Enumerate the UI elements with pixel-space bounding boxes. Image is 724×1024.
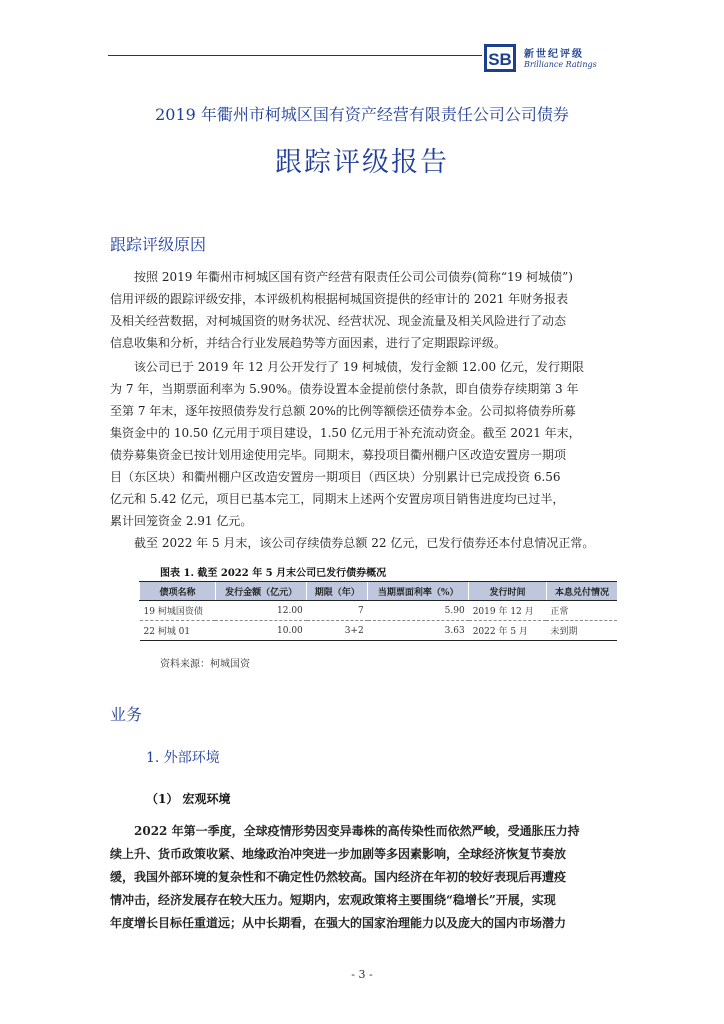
table-header-row (140, 582, 618, 601)
table-source-note: 资料来源：柯城国资 (160, 659, 250, 670)
paragraph-line: 及相关经营数据，对柯城国资的财务状况、经营状况、现金流量及相关风险进行了动态 (110, 314, 567, 328)
column-header: 期限（年） (307, 582, 368, 601)
column-header: 本息兑付情况 (546, 582, 617, 601)
table-caption: 图表 1. 截至 2022 年 5 月末公司已发行债券概况 (160, 568, 387, 579)
sb-logo-icon (484, 44, 516, 72)
table-cell: 12.00 (215, 601, 306, 621)
paragraph-line: 债券募集资金已按计划用途使用完毕。同期末，募投项目衢州棚户区改造安置房一期项 (110, 448, 567, 462)
column-header: 当期票面利率（%） (368, 582, 469, 601)
section-heading-tracking-reason: 跟踪评级原因 (110, 235, 207, 254)
section-heading-business: 业务 (110, 705, 143, 724)
table-cell: 22 柯城 01 (140, 621, 216, 641)
table-row (140, 601, 618, 621)
paragraph-line: 目（东区块）和衢州棚户区改造安置房一期项目（西区块）分别累计已完成投资 6.56 (110, 470, 561, 484)
paragraph-line: 信息收集和分析，并结合行业发展趋势等方面因素，进行了定期跟踪评级。 (110, 336, 507, 350)
table-cell: 3.63 (368, 621, 469, 641)
table-cell: 正常 (546, 601, 617, 621)
page-number: - 3 - (351, 968, 373, 981)
header-rule (108, 55, 482, 56)
document-subtitle: 跟踪评级报告 (275, 147, 449, 178)
table-cell: 19 柯城国资债 (140, 601, 216, 621)
sub-heading-external-environment: 1. 外部环境 (146, 750, 220, 766)
sub-heading-macro-environment: （1） 宏观环境 (146, 792, 231, 806)
brand-name-cn: 新世纪评级 (524, 49, 584, 60)
svg-text:SB: SB (488, 50, 512, 69)
paragraph-outstanding-bonds (110, 532, 614, 554)
paragraph-line: 续上升、货币政策收紧、地缘政治冲突进一步加剧等多因素影响，全球经济恢复节奏放 (110, 847, 567, 861)
table-cell: 5.90 (368, 601, 469, 621)
column-header: 发行金额（亿元） (215, 582, 306, 601)
paragraph-line: 按照 2019 年衢州市柯城区国有资产经营有限责任公司公司债券(简称“19 柯城债”) (134, 270, 573, 284)
table-cell: 未到期 (546, 621, 617, 641)
table-cell: 7 (307, 601, 368, 621)
brand-name-en: Brilliance Ratings (524, 60, 597, 69)
bond-overview-table (139, 581, 617, 641)
column-header: 发行时间 (469, 582, 547, 601)
paragraph-line: 为 7 年，当期票面利率为 5.90%。债券设置本金提前偿付条款，即自债券存续期第 3 年 (110, 382, 579, 396)
table-cell: 2019 年 12 月 (469, 601, 547, 621)
paragraph-line: 缓，我国外部环境的复杂性和不确定性仍然较高。国内经济在年初的较好表现后再遭疫 (110, 870, 567, 884)
paragraph-line: 年度增长目标任重道远；从中长期看，在强大的国家治理能力以及庞大的国内市场潜力 (110, 916, 567, 930)
table-cell: 10.00 (215, 621, 306, 641)
column-header: 债项名称 (140, 582, 216, 601)
table-cell: 3+2 (307, 621, 368, 641)
paragraph-line: 亿元和 5.42 亿元，项目已基本完工，同期末上述两个安置房项目销售进度均已过半， (110, 492, 565, 506)
paragraph-line: 至第 7 年末，逐年按照债券发行总额 20%的比例等额偿还债券本金。公司拟将债券所募 (110, 404, 576, 418)
paragraph-line: 该公司已于 2019 年 12 月公开发行了 19 柯城债，发行金额 12.00 亿元，发行期限 (134, 360, 584, 374)
paragraph-bond-issuance (110, 356, 614, 532)
table-row (140, 621, 618, 641)
paragraph-line: 信用评级的跟踪评级安排，本评级机构根据柯城国资提供的经审计的 2021 年财务报表 (110, 292, 569, 306)
paragraph-line: 累计回笼资金 2.91 亿元。 (110, 514, 253, 528)
paragraph-line: 截至 2022 年 5 月末，该公司存续债券总额 22 亿元，已发行债券还本付息情况正常。 (134, 536, 595, 550)
table-cell: 2022 年 5 月 (469, 621, 547, 641)
paragraph-line: 2022 年第一季度，全球疫情形势因变异毒株的高传染性而依然严峻，受通胀压力持 (134, 824, 580, 838)
paragraph-macro-environment (110, 820, 614, 935)
document-title: 2019 年衢州市柯城区国有资产经营有限责任公司公司债券 (155, 105, 569, 124)
paragraph-line: 集资金中的 10.50 亿元用于项目建设，1.50 亿元用于补充流动资金。截至 2021 年末， (110, 426, 581, 440)
paragraph-rating-background (110, 266, 614, 354)
paragraph-line: 情冲击，经济发展存在较大压力。短期内，宏观政策将主要围绕“稳增长”开展，实现 (110, 893, 556, 907)
